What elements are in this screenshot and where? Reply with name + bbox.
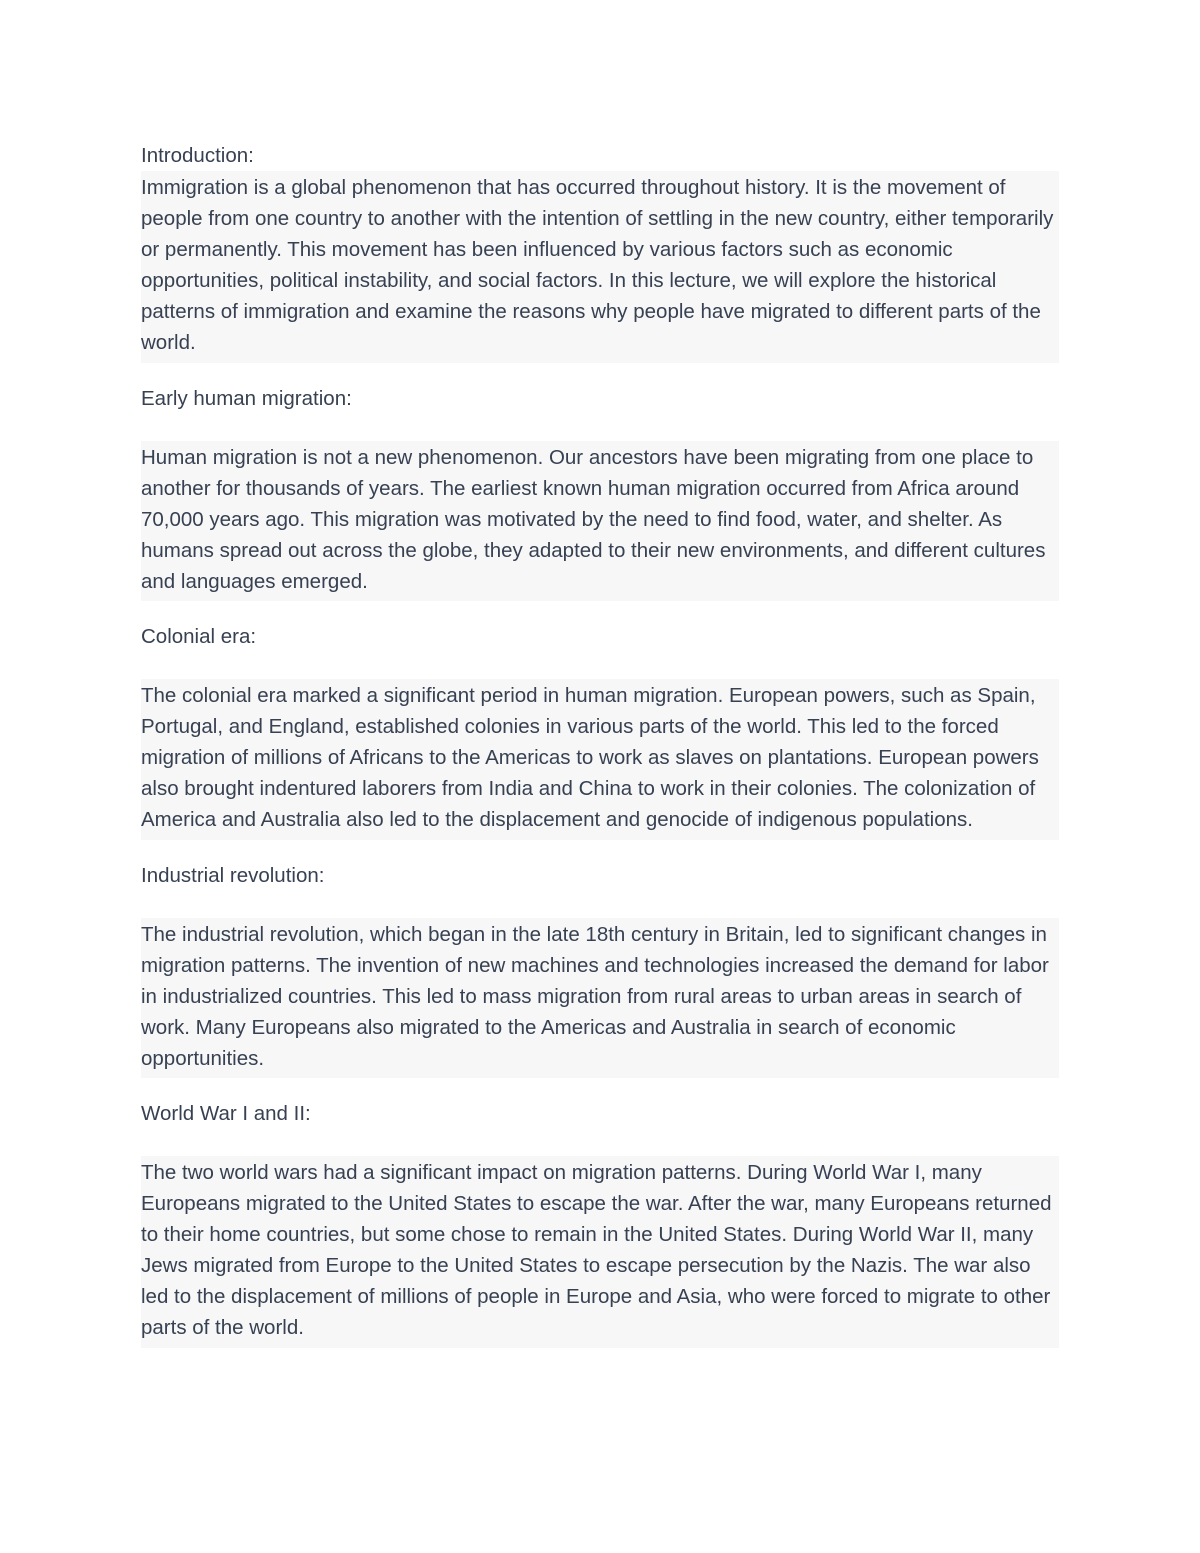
section-heading-colonial-era: Colonial era: (141, 625, 257, 649)
section-paragraph-industrial-revolution: The industrial revolution, which began in the late 18th century in Britain, led to significant changes in migration patterns. The invention of new machines and technologies increased the demand for labor in industrialized countries. This led to mass migration from rural areas to urban areas in search of work. Many Europeans also migrated to the Americas and Australia in search of economic opportunities. (141, 918, 1059, 1078)
section-paragraph-colonial-era: The colonial era marked a significant period in human migration. European powers, such as Spain, Portugal, and England, established colonies in various parts of the world. This led to the forced migration of millions of Africans to the Americas to work as slaves on plantations. European powers also brought indentured laborers from India and China to work in their colonies. The colonization of America and Australia also led to the displacement and genocide of indigenous populations. (141, 679, 1059, 839)
section-paragraph-early-human-migration: Human migration is not a new phenomenon. Our ancestors have been migrating from one place to another for thousands of years. The earliest known human migration occurred from Africa around 70,000 years ago. This migration was motivated by the need to find food, water, and shelter. As humans spread out across the globe, they adapted to their new environments, and different cultures and languages emerged. (141, 441, 1059, 601)
section-heading-industrial-revolution: Industrial revolution: (141, 863, 325, 887)
section-heading-world-wars: World War I and II: (141, 1101, 311, 1125)
section-paragraph-world-wars: The two world wars had a significant impact on migration patterns. During World War I, many Europeans migrated to the United States to escape the war. After the war, many Europeans returned to their home countries, but some chose to remain in the United States. During World War II, many Jews migrated from Europe to the United States to escape persecution by the Nazis. The war also led to the displacement of millions of people in Europe and Asia, who were forced to migrate to other parts of the world. (141, 1156, 1059, 1348)
document-body (141, 140, 1059, 1348)
section-heading-introduction: Introduction: (141, 144, 254, 167)
section-heading-early-human-migration: Early human migration: (141, 386, 352, 410)
section-paragraph-introduction: Immigration is a global phenomenon that has occurred throughout history. It is the movement of people from one country to another with the intention of settling in the new country, either temporarily or permanently. This movement has been influenced by various factors such as economic opportunities, political instability, and social factors. In this lecture, we will explore the historical patterns of immigration and examine the reasons why people have migrated to different parts of the world. (141, 171, 1059, 363)
